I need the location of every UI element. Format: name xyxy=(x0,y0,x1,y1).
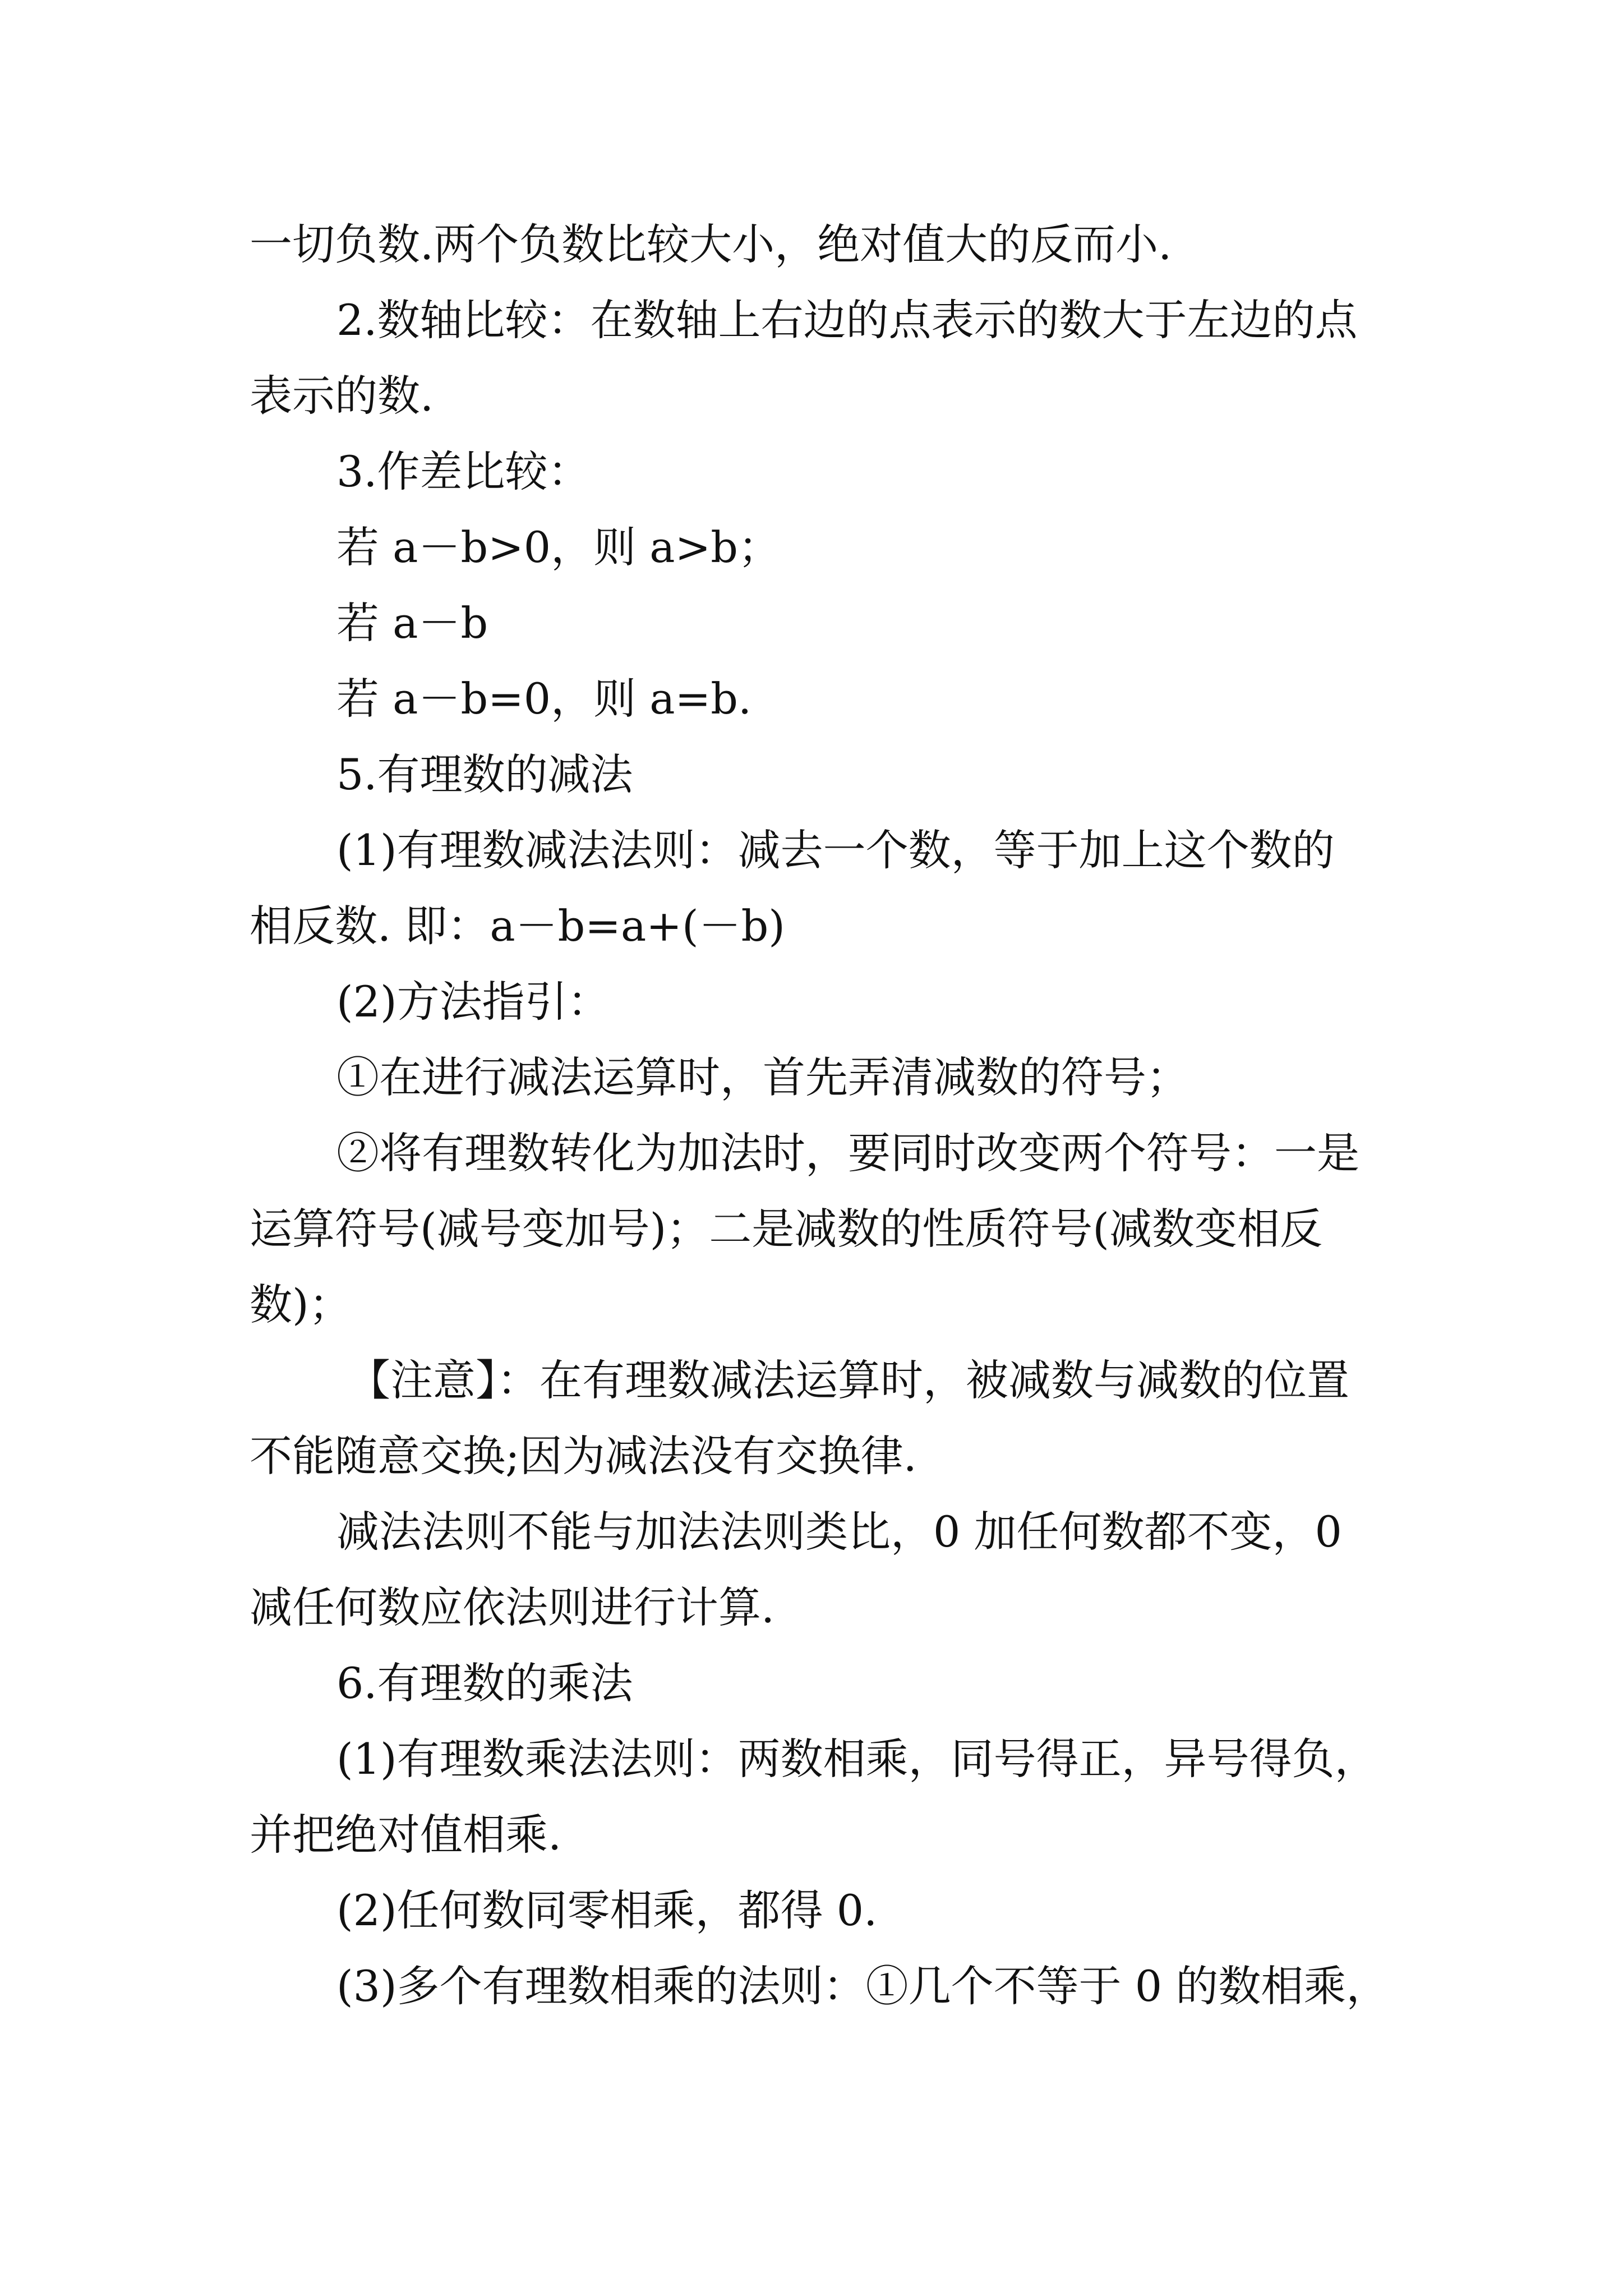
text-line-15: 数)； xyxy=(250,1280,352,1329)
text-line-2: 2.数轴比较：在数轴上右边的点表示的数大于左边的点 xyxy=(336,295,1358,345)
text-line-14: 运算符号(减号变加号)；二是减数的性质符号(减数变相反 xyxy=(250,1204,1322,1254)
text-line-9: (1)有理数减法法则：减去一个数，等于加上这个数的 xyxy=(336,825,1335,875)
text-line-5: 若 a－b>0，则 a>b； xyxy=(336,522,781,572)
text-line-21: (1)有理数乘法法则：两数相乘，同号得正，异号得负， xyxy=(336,1734,1377,1784)
text-line-17: 不能随意交换;因为减法没有交换律. xyxy=(250,1431,917,1481)
text-line-10: 相反数. 即：a－b=a+(－b) xyxy=(250,901,785,951)
text-line-7: 若 a－b=0，则 a=b. xyxy=(336,674,752,724)
text-line-6: 若 a－b xyxy=(336,598,488,648)
text-line-19: 减任何数应依法则进行计算. xyxy=(250,1582,775,1632)
text-line-13: ②将有理数转化为加法时，要同时改变两个符号：一是 xyxy=(336,1128,1359,1178)
text-line-4: 3.作差比较： xyxy=(336,447,591,496)
text-line-16: 【注意】：在有理数减法运算时，被减数与减数的位置 xyxy=(348,1355,1349,1405)
text-line-12: ①在进行减法运算时，首先弄清减数的符号； xyxy=(336,1052,1189,1102)
text-line-11: (2)方法指引： xyxy=(336,977,610,1027)
text-line-23: (2)任何数同零相乘，都得 0. xyxy=(336,1885,878,1935)
text-line-18: 减法法则不能与加法法则类比，0 加任何数都不变，0 xyxy=(336,1507,1342,1557)
text-line-22: 并把绝对值相乘. xyxy=(250,1810,562,1860)
text-line-24: (3)多个有理数相乘的法则：①几个不等于 0 的数相乘， xyxy=(336,1961,1389,2011)
text-line-20: 6.有理数的乘法 xyxy=(336,1658,633,1708)
text-line-8: 5.有理数的减法 xyxy=(336,749,633,799)
text-line-3: 表示的数. xyxy=(250,371,434,421)
text-line-1: 一切负数.两个负数比较大小，绝对值大的反而小. xyxy=(250,219,1172,269)
